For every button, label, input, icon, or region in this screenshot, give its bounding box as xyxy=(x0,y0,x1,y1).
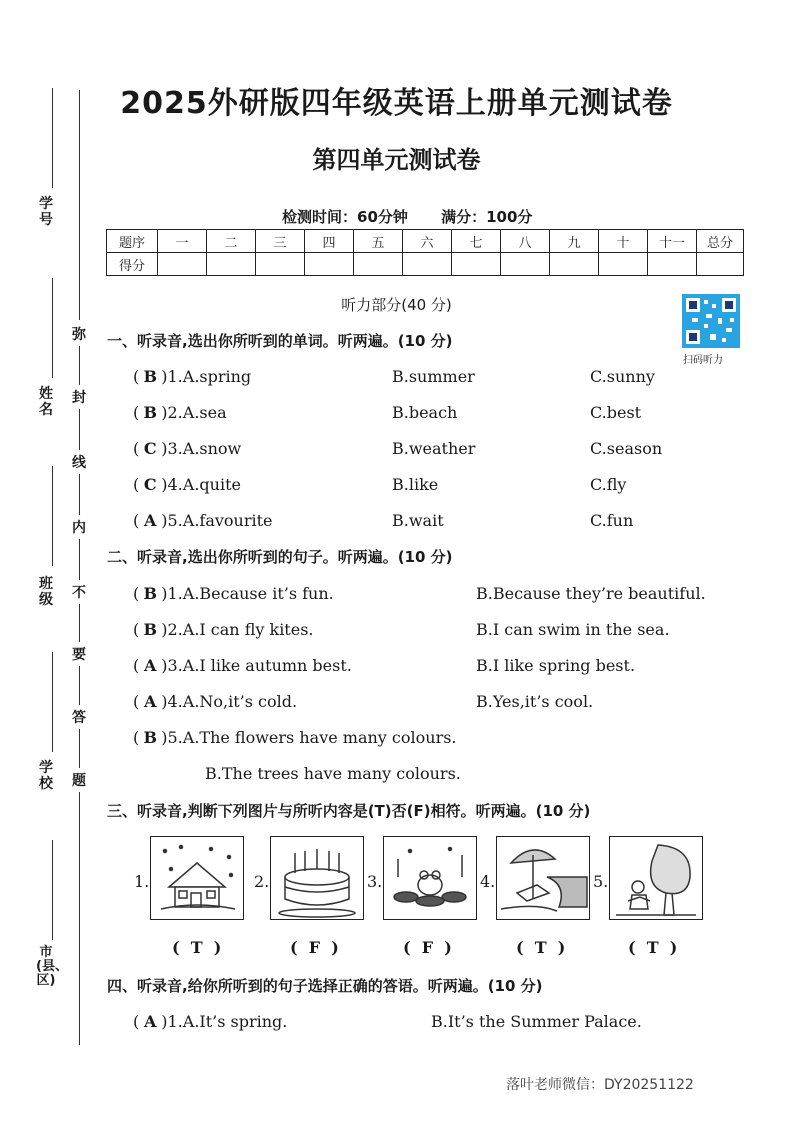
score-cell: 四 xyxy=(305,230,354,253)
score-table xyxy=(106,229,744,276)
field-city: 市(县、区) xyxy=(36,945,68,988)
score-input[interactable] xyxy=(354,253,403,276)
question-row: ( B )5.A.The flowers have many colours. xyxy=(133,728,457,747)
question-row: ( C )3.A.snow xyxy=(133,439,242,458)
score-cell: 二 xyxy=(207,230,256,253)
answer: C xyxy=(143,475,157,494)
score-cell: 十 xyxy=(599,230,648,253)
score-cell: 五 xyxy=(354,230,403,253)
score-input[interactable] xyxy=(452,253,501,276)
score-input[interactable] xyxy=(305,253,354,276)
option-c: C.fun xyxy=(590,511,634,530)
answer: B xyxy=(143,403,158,422)
question-row: ( B )2.A.I can fly kites. xyxy=(133,620,314,639)
seal-char: 封 xyxy=(72,385,86,409)
answer: A xyxy=(144,511,157,530)
score-cell: 八 xyxy=(501,230,550,253)
judgement: ( F ) xyxy=(290,938,339,957)
score-header-row xyxy=(107,230,744,253)
score-label: 得分 xyxy=(107,253,158,276)
answer: B xyxy=(143,584,158,603)
birthday-cake-icon xyxy=(270,836,364,920)
option-a: )3.A.snow xyxy=(161,439,242,458)
section-3-title: 三、听录音,判断下列图片与所听内容是(T)否(F)相符。听两遍。(10 分) xyxy=(107,802,591,820)
seal-char: 答 xyxy=(72,705,86,729)
score-cell: 题序 xyxy=(107,230,158,253)
field-name: 姓名 xyxy=(39,386,53,418)
answer: B xyxy=(143,620,158,639)
exam-title: 2025外研版四年级英语上册单元测试卷 xyxy=(120,86,673,121)
section-4-title: 四、听录音,给你所听到的句子选择正确的答语。听两遍。(10 分) xyxy=(107,977,543,995)
score-input[interactable] xyxy=(158,253,207,276)
option-a: )1.A.It’s spring. xyxy=(161,1012,288,1031)
judgement: ( T ) xyxy=(516,938,566,957)
option-a: )1.A.spring xyxy=(161,367,252,386)
seal-line xyxy=(79,90,80,320)
answer: A xyxy=(144,692,157,711)
field-school: 学校 xyxy=(39,760,53,792)
picture-number: 5. xyxy=(593,872,609,891)
exam-info xyxy=(282,206,532,227)
field-line xyxy=(52,652,53,752)
picture-number: 2. xyxy=(254,872,270,891)
score-cell: 六 xyxy=(403,230,452,253)
option-b: B.I can swim in the sea. xyxy=(476,620,670,639)
field-class: 班级 xyxy=(39,576,53,608)
option-c: C.fly xyxy=(590,475,627,494)
judgement: ( T ) xyxy=(172,938,222,957)
exam-subtitle: 第四单元测试卷 xyxy=(312,146,481,174)
score-input[interactable] xyxy=(599,253,648,276)
reading-under-tree-icon xyxy=(609,836,703,920)
qr-code-icon[interactable] xyxy=(682,294,740,348)
score-cell: 十一 xyxy=(648,230,697,253)
option-b: B.Yes,it’s cool. xyxy=(476,692,594,711)
question-row: ( B )2.A.sea xyxy=(133,403,227,422)
score-input[interactable] xyxy=(403,253,452,276)
footer-contact: 落叶老师微信：DY20251122 xyxy=(506,1077,694,1093)
option-a: )4.A.quite xyxy=(161,475,241,494)
qr-label: 扫码听力 xyxy=(683,355,723,366)
option-b: B.Because they’re beautiful. xyxy=(476,584,706,603)
score-input[interactable] xyxy=(697,253,744,276)
option-a: )5.A.The flowers have many colours. xyxy=(161,728,457,747)
picture-number: 4. xyxy=(480,872,496,891)
exam-full-score: 满分：100分 xyxy=(441,208,533,226)
judgement: ( F ) xyxy=(403,938,452,957)
option-a: )4.A.No,it’s cold. xyxy=(161,692,298,711)
answer: B xyxy=(143,728,158,747)
seal-char: 线 xyxy=(72,450,86,474)
score-cell: 七 xyxy=(452,230,501,253)
answer: F xyxy=(308,938,321,957)
option-b: B.summer xyxy=(392,367,475,386)
section-1-title: 一、听录音,选出你所听到的单词。听两遍。(10 分) xyxy=(107,332,453,350)
score-cell: 九 xyxy=(550,230,599,253)
option-a: )2.A.I can fly kites. xyxy=(161,620,314,639)
option-c: C.best xyxy=(590,403,642,422)
field-student-number: 学号 xyxy=(39,196,53,228)
judgement: ( T ) xyxy=(628,938,678,957)
question-row: ( A )4.A.No,it’s cold. xyxy=(133,692,298,711)
seal-char: 弥 xyxy=(72,322,86,346)
question-row: ( B )1.A.Because it’s fun. xyxy=(133,584,334,603)
option-b: B.It’s the Summer Palace. xyxy=(431,1012,642,1031)
picture-number: 3. xyxy=(367,872,383,891)
frog-on-lily-pads-icon xyxy=(383,836,477,920)
option-a: )1.A.Because it’s fun. xyxy=(161,584,334,603)
score-input[interactable] xyxy=(648,253,697,276)
option-b: B.wait xyxy=(392,511,444,530)
field-line xyxy=(52,840,53,940)
score-input[interactable] xyxy=(256,253,305,276)
option-c: C.sunny xyxy=(590,367,655,386)
score-input[interactable] xyxy=(550,253,599,276)
field-line xyxy=(52,466,53,566)
option-b: B.weather xyxy=(392,439,476,458)
answer: A xyxy=(144,1012,157,1031)
option-a: )3.A.I like autumn best. xyxy=(161,656,352,675)
answer: B xyxy=(143,367,158,386)
option-a: )2.A.sea xyxy=(161,403,227,422)
seal-char: 内 xyxy=(72,515,86,539)
section-2-title: 二、听录音,选出你所听到的句子。听两遍。(10 分) xyxy=(107,548,453,566)
option-a: )5.A.favourite xyxy=(161,511,273,530)
score-cell: 一 xyxy=(158,230,207,253)
seal-char: 要 xyxy=(72,642,86,666)
seal-char: 题 xyxy=(72,768,86,792)
option-b: B.I like spring best. xyxy=(476,656,636,675)
question-row: ( A )3.A.I like autumn best. xyxy=(133,656,352,675)
seal-char: 不 xyxy=(72,580,86,604)
score-input[interactable] xyxy=(207,253,256,276)
beach-umbrella-icon xyxy=(496,836,590,920)
score-input[interactable] xyxy=(501,253,550,276)
exam-time: 检测时间：60分钟 xyxy=(282,208,408,226)
score-cell: 总分 xyxy=(697,230,744,253)
answer: F xyxy=(421,938,434,957)
answer: T xyxy=(646,938,659,957)
answer: T xyxy=(534,938,547,957)
question-row: ( A )5.A.favourite xyxy=(133,511,273,530)
score-cell: 三 xyxy=(256,230,305,253)
option-b: B.beach xyxy=(392,403,458,422)
question-row: ( A )1.A.It’s spring. xyxy=(133,1012,288,1031)
question-row: ( C )4.A.quite xyxy=(133,475,241,494)
option-b: B.The trees have many colours. xyxy=(205,764,461,783)
answer: A xyxy=(144,656,157,675)
picture-number: 1. xyxy=(134,872,150,891)
answer: C xyxy=(143,439,157,458)
snowy-house-icon xyxy=(150,836,244,920)
field-line xyxy=(52,278,53,378)
listening-title: 听力部分(40 分) xyxy=(341,296,452,314)
answer: T xyxy=(190,938,203,957)
question-row: ( B )1.A.spring xyxy=(133,367,252,386)
option-c: C.season xyxy=(590,439,663,458)
score-value-row xyxy=(107,253,744,276)
option-b: B.like xyxy=(392,475,439,494)
